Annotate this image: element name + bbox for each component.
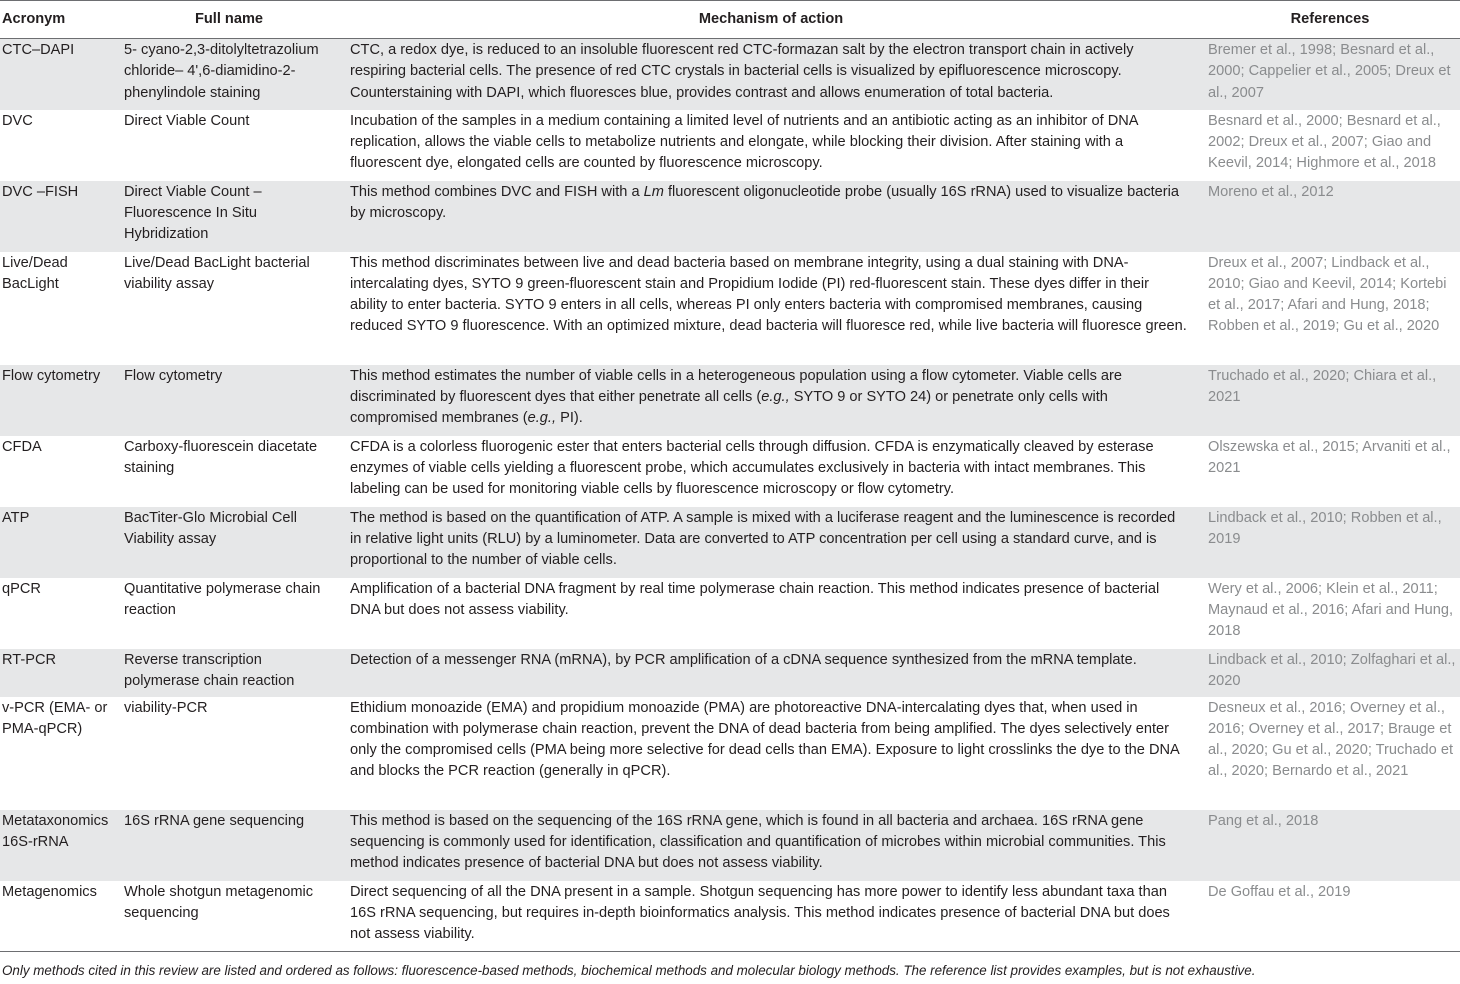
cell-references: Pang et al., 2018 xyxy=(1208,812,1319,829)
cell-acronym: qPCR xyxy=(2,580,41,597)
cell-mechanism: CTC, a redox dye, is reduced to an insoluble fluorescent red CTC-formazan salt by the electron transport chain in actively respiring bacterial cells. The presence of red CTC crystals in bacterial cells is visualized by epifluorescence microscopy. Counterstaining with DAPI, which fluoresces blue, provides contrast and allows enumeration of total bacteria. xyxy=(350,42,1134,101)
mechanism-text: This method estimates the number of viable cells in a heterogeneous population using a flow cytometer. Viable cells are discriminated by fluorescent dyes that either penetrate all cells ( xyxy=(350,367,1123,405)
table-row xyxy=(0,365,1460,436)
cell-mechanism: Detection of a messenger RNA (mRNA), by PCR amplification of a cDNA sequence synthesized from the mRNA template. xyxy=(350,651,1137,668)
cell-acronym: RT-PCR xyxy=(2,651,57,668)
table-row xyxy=(0,436,1460,507)
cell-acronym: ATP xyxy=(2,509,30,526)
table-row xyxy=(0,649,1460,697)
cell-acronym: CFDA xyxy=(2,438,42,455)
cell-full-name: Reverse transcription polymerase chain reaction xyxy=(124,651,295,689)
cell-references: Lindback et al., 2010; Zolfaghari et al., 2020 xyxy=(1208,651,1456,689)
cell-full-name: BacTiter-Glo Microbial Cell Viability assay xyxy=(124,509,298,547)
table-row xyxy=(0,810,1460,881)
cell-references: Olszewska et al., 2015; Arvaniti et al., 2021 xyxy=(1208,438,1451,476)
cell-mechanism: Incubation of the samples in a medium containing a limited level of nutrients and an antibiotic acting as an inhibitor of DNA replication, allows the viable cells to metabolize nutrients and elongate, while blocking their division. After staining with a fluorescent dye, elongated cells are counted by fluorescence microscopy. xyxy=(350,112,1138,172)
mechanism-italic: Lm xyxy=(643,183,664,200)
cell-mechanism: This method is based on the sequencing of the 16S rRNA gene, which is found in all bacteria and archaea. 16S rRNA gene sequencing is commonly used for identification, classification and quantification of microbes within microbial communities. This method indicates presence of bacterial DNA but does not assess viability. xyxy=(350,812,1166,872)
table-header xyxy=(0,1,1460,39)
header-mechanism: Mechanism of action xyxy=(698,10,844,27)
cell-mechanism xyxy=(342,365,1200,436)
header-references: References xyxy=(1290,10,1370,27)
cell-mechanism: Amplification of a bacterial DNA fragment by real time polymerase chain reaction. This method indicates presence of bacterial DNA but does not assess viability. xyxy=(350,580,1160,618)
table-row xyxy=(0,39,1460,110)
table-row xyxy=(0,507,1460,578)
cell-acronym: v-PCR (EMA- or PMA-qPCR) xyxy=(2,699,108,737)
mechanism-text: fluorescent oligonucleotide probe (usually 16S rRNA) used to visualize bacteria by microscopy. xyxy=(350,183,1180,221)
mechanism-text: This method combines DVC and FISH with a xyxy=(350,183,644,200)
table-row xyxy=(0,697,1460,810)
mechanism-italic: e.g., xyxy=(527,410,557,427)
cell-acronym: DVC xyxy=(2,112,33,129)
mechanism-text: SYTO 9 or SYTO 24) or penetrate only cells with compromised membranes ( xyxy=(350,388,1108,427)
cell-mechanism: CFDA is a colorless fluorogenic ester that enters bacterial cells through diffusion. CFDA is enzymatically cleaved by esterase enzymes of viable cells yielding a fluorescent probe, which accumulates exclusively in bacteria with intact membranes. This labeling can be used for monitoring viable cells by fluorescence microscopy or flow cytometry. xyxy=(350,438,1154,498)
table-row xyxy=(0,578,1460,649)
cell-references: Lindback et al., 2010; Robben et al., 2019 xyxy=(1208,509,1442,547)
header-full-name: Full name xyxy=(194,10,264,27)
cell-references: Moreno et al., 2012 xyxy=(1208,183,1334,200)
cell-references: Besnard et al., 2000; Besnard et al., 2002; Dreux et al., 2007; Giao and Keevil, 2014; Highmore et al., 2018 xyxy=(1208,112,1441,172)
mechanism-text: PI). xyxy=(556,410,583,427)
cell-references: De Goffau et al., 2019 xyxy=(1208,883,1351,900)
cell-acronym: Flow cytometry xyxy=(2,367,101,384)
cell-references: Desneux et al., 2016; Overney et al., 2016; Overney et al., 2017; Brauge et al., 2020; Gu et al., 2020; Truchado et al., 2020; Bernardo et al., 2021 xyxy=(1208,699,1454,780)
mechanism-italic: e.g., xyxy=(761,388,790,405)
cell-full-name: Flow cytometry xyxy=(124,367,223,384)
cell-references: Dreux et al., 2007; Lindback et al., 2010; Giao and Keevil, 2014; Kortebi et al., 2017; Afari and Hung, 2018; Robben et al., 2019; Gu et al., 2020 xyxy=(1208,254,1447,335)
cell-full-name: Live/Dead BacLight bacterial viability assay xyxy=(124,254,310,292)
cell-acronym: Metataxonomics 16S-rRNA xyxy=(2,812,109,850)
cell-acronym: CTC–DAPI xyxy=(2,42,75,58)
cell-full-name: 16S rRNA gene sequencing xyxy=(124,812,305,829)
table-row xyxy=(0,881,1460,952)
cell-mechanism: The method is based on the quantification of ATP. A sample is mixed with a luciferase reagent and the luminescence is recorded in relative light units (RLU) by a luminometer. Data are converted to ATP concentration per cell using a standard curve, and is proportional to the number of viable cells. xyxy=(350,509,1176,569)
cell-full-name: 5- cyano-2,3-ditolyltetrazolium chloride– 4',6-diamidino-2-phenylindole staining xyxy=(124,42,319,101)
cell-full-name: Whole shotgun metagenomic sequencing xyxy=(124,883,314,921)
header-row xyxy=(0,1,1460,39)
cell-acronym: DVC –FISH xyxy=(2,183,79,200)
cell-references: Truchado et al., 2020; Chiara et al., 2021 xyxy=(1208,367,1437,405)
cell-mechanism: Direct sequencing of all the DNA present in a sample. Shotgun sequencing has more power to identify less abundant taxa than 16S rRNA sequencing, but requires in-depth bioinformatics analysis. This method indicates presence of bacterial DNA but does not assess viability. xyxy=(350,883,1170,943)
cell-acronym: Live/Dead BacLight xyxy=(2,254,68,292)
table-row xyxy=(0,110,1460,181)
table-row xyxy=(0,181,1460,252)
cell-mechanism: This method discriminates between live and dead bacteria based on membrane integrity, using a dual staining with DNA-intercalating dyes, SYTO 9 green-fluorescent stain and Propidium Iodide (PI) red-fluorescent stain. These dyes differ in their ability to enter bacteria. SYTO 9 enters in all cells, whereas PI only enters bacteria with compromised membranes, causing reduced SYTO 9 fluorescence. With an optimized mixture, dead bacteria will fluoresce red, while live bacteria will fluoresce green. xyxy=(350,254,1187,335)
table-body xyxy=(0,39,1460,952)
header-acronym: Acronym xyxy=(2,10,66,27)
cell-full-name: Direct Viable Count – Fluorescence In Situ Hybridization xyxy=(124,183,262,243)
cell-full-name: Carboxy-fluorescein diacetate staining xyxy=(124,438,318,476)
table-row xyxy=(0,252,1460,365)
cell-references: Wery et al., 2006; Klein et al., 2011; Maynaud et al., 2016; Afari and Hung, 2018 xyxy=(1208,580,1454,640)
cell-full-name: Direct Viable Count xyxy=(124,112,250,129)
cell-full-name: viability-PCR xyxy=(124,699,208,716)
cell-full-name: Quantitative polymerase chain reaction xyxy=(124,580,321,618)
cell-mechanism: Ethidium monoazide (EMA) and propidium monoazide (PMA) are photoreactive DNA-intercalating dyes that, when used in combination with polymerase chain reaction, prevent the DNA of dead bacteria from being amplified. The dyes selectively enter only the compromised cells (PMA being more selective for dead cells than EMA). Exposure to light crosslinks the dye to the DNA and blocks the PCR reaction (generally in qPCR). xyxy=(350,699,1179,780)
cell-references: Bremer et al., 1998; Besnard et al., 2000; Cappelier et al., 2005; Dreux et al., 2007 xyxy=(1208,42,1451,101)
table-footnote: Only methods cited in this review are listed and ordered as follows: fluorescence-based methods, biochemical methods and molecular biology methods. The reference list provides examples, but is not exhaustive. xyxy=(2,963,1256,978)
cell-acronym: Metagenomics xyxy=(2,883,97,900)
cell-mechanism xyxy=(342,181,1200,252)
